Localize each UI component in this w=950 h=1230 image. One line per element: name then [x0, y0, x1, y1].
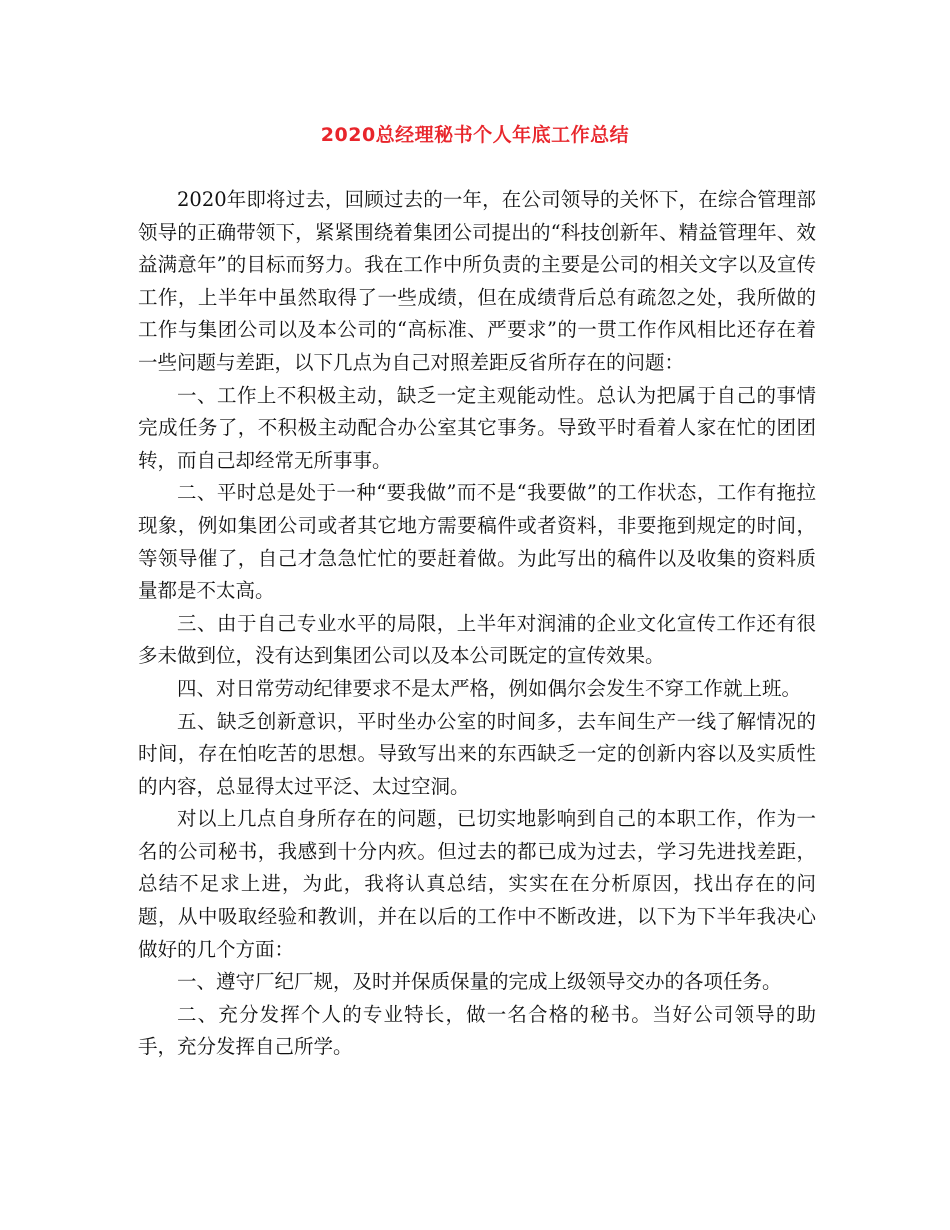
paragraph-problem-1: 一、工作上不积极主动，缺乏一定主观能动性。总认为把属于自己的事情完成任务了，不积极主动配合办公室其它事务。导致平时看着人家在忙的团团转，而自己却经常无所事事。	[138, 383, 816, 472]
document-title: 2020总经理秘书个人年底工作总结	[320, 124, 630, 146]
paragraph-reflection: 对以上几点自身所存在的问题，已切实地影响到自己的本职工作，作为一名的公司秘书，我感到十分内疚。但过去的都已成为过去，学习先进找差距，总结不足求上进，为此，我将认真总结，实实在在分析原因，找出存在的问题，从中吸取经验和教训，并在以后的工作中不断改进，以下为下半年我决心做好的几个方面：	[138, 807, 816, 961]
paragraph-plan-1: 一、遵守厂纪厂规，及时并保质保量的完成上级领导交办的各项任务。	[177, 970, 782, 994]
document-body	[138, 184, 816, 1064]
paragraph-plan-2: 二、充分发挥个人的专业特长，做一名合格的秘书。当好公司领导的助手，充分发挥自己所学。	[138, 1002, 816, 1059]
paragraph-problem-4: 四、对日常劳动纪律要求不是太严格，例如偶尔会发生不穿工作就上班。	[177, 676, 802, 700]
paragraph-problem-3: 三、由于自己专业水平的局限，上半年对润浦的企业文化宣传工作还有很多未做到位，没有达到集团公司以及本公司既定的宣传效果。	[138, 611, 816, 668]
paragraph-intro: 2020年即将过去，回顾过去的一年，在公司领导的关怀下，在综合管理部领导的正确带领下，紧紧围绕着集团公司提出的“科技创新年、精益管理年、效益满意年”的目标而努力。我在工作中所负责的主要是公司的相关文字以及宣传工作，上半年中虽然取得了一些成绩，但在成绩背后总有疏忽之处，我所做的工作与集团公司以及本公司的“高标准、严要求”的一贯工作作风相比还存在着一些问题与差距，以下几点为自己对照差距反省所存在的问题：	[138, 188, 816, 374]
paragraph-problem-5: 五、缺乏创新意识，平时坐办公室的时间多，去车间生产一线了解情况的时间，存在怕吃苦的思想。导致写出来的东西缺乏一定的创新内容以及实质性的内容，总显得太过平泛、太过空洞。	[138, 709, 816, 798]
paragraph-problem-2: 二、平时总是处于一种“要我做”而不是“我要做”的工作状态，工作有拖拉现象，例如集团公司或者其它地方需要稿件或者资料，非要拖到规定的时间，等领导催了，自己才急急忙忙的要赶着做。为此写出的稿件以及收集的资料质量都是不太高。	[138, 481, 816, 603]
